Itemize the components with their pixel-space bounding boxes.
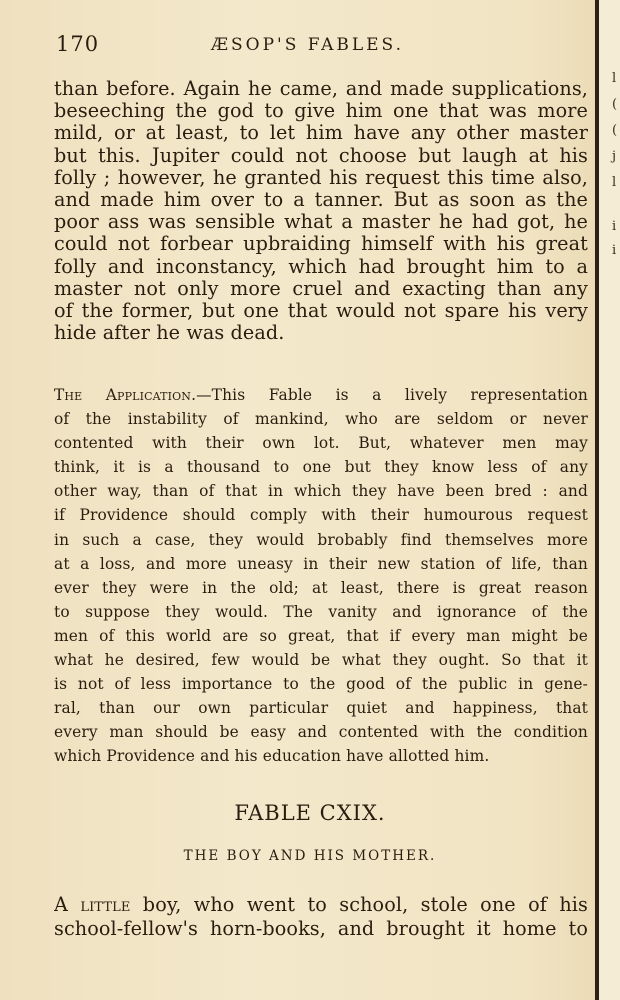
application-first-line-text: —This Fable is a lively representation: [196, 386, 588, 404]
margin-mark: l: [612, 175, 617, 190]
text-line: poor ass was sensible what a master he had got, he: [54, 211, 588, 234]
text-line: school-fellow's horn-books, and brought it home to: [54, 916, 588, 940]
text-line: is not of less importance to the good of the public in gene-: [54, 675, 588, 694]
fable-title: FABLE CXIX.: [234, 801, 386, 825]
text-line: and made him over to a tanner. But as soon as the: [54, 189, 588, 212]
text-line: think, it is a thousand to one but they know less of any: [54, 458, 588, 477]
text-line: hide after he was dead.: [54, 322, 285, 345]
text-line: every man should be easy and contented with the condition: [54, 723, 588, 742]
application-first-line: [54, 383, 588, 407]
text-line: folly ; however, he granted his request this time also,: [54, 166, 588, 189]
text-line: beseeching the god to give him one that was more: [54, 100, 588, 123]
text-line: to suppose they would. The vanity and ignorance of the: [54, 602, 588, 621]
fable-first-line: [54, 893, 588, 917]
text-line: folly and inconstancy, which had brought him to a: [54, 255, 588, 278]
text-line: of the instability of mankind, who are seldom or never: [54, 410, 588, 429]
fable-subtitle: THE BOY AND HIS MOTHER.: [183, 848, 437, 864]
opening-word: A little: [54, 893, 131, 916]
text-line: which Providence and his education have allotted him.: [54, 747, 490, 766]
margin-mark: j: [612, 149, 617, 164]
text-line: men of this world are so great, that if every man might be: [54, 626, 588, 645]
text-line: of the former, but one that would not spare his very: [54, 300, 588, 323]
running-head: ÆSOP'S FABLES.: [211, 35, 404, 55]
text-line: than before. Again he came, and made supplications,: [54, 78, 588, 100]
application-paragraph: [54, 383, 588, 769]
text-line: in such a case, they would brobably find themselves more: [54, 530, 588, 549]
margin-mark: i: [612, 243, 617, 258]
fable-first-line-text: boy, who went to school, stole one of his: [130, 893, 588, 916]
page-number: 170: [56, 32, 100, 56]
text-line: contented with their own lot. But, whatever men may: [54, 434, 588, 453]
text-line: but this. Jupiter could not choose but laugh at his: [54, 144, 588, 167]
next-page-margin-marks: [612, 0, 620, 1000]
margin-mark: (: [612, 123, 618, 138]
text-line: mild, or at least, to let him have any other master: [54, 122, 588, 145]
margin-mark: (: [612, 97, 618, 112]
margin-mark: l: [612, 71, 617, 86]
text-line: if Providence should comply with their humourous request: [54, 506, 588, 525]
margin-mark: i: [612, 219, 617, 234]
text-line: could not forbear upbraiding himself with his great: [54, 233, 588, 256]
text-line: master not only more cruel and exacting than any: [54, 277, 588, 300]
text-line: what he desired, few would be what they ought. So that it: [54, 651, 588, 670]
fable-opening-paragraph: [54, 893, 588, 940]
fable-conclusion-paragraph: [54, 78, 588, 344]
page-header: [56, 32, 586, 58]
text-line: other way, than of that in which they have been bred : and: [54, 482, 588, 501]
text-line: at a loss, and more uneasy in their new station of life, than: [54, 554, 588, 573]
text-line: ral, than our own particular quiet and happiness, that: [54, 699, 588, 718]
text-line: ever they were in the old; at least, there is great reason: [54, 578, 588, 597]
application-label: The Application.: [54, 386, 197, 404]
